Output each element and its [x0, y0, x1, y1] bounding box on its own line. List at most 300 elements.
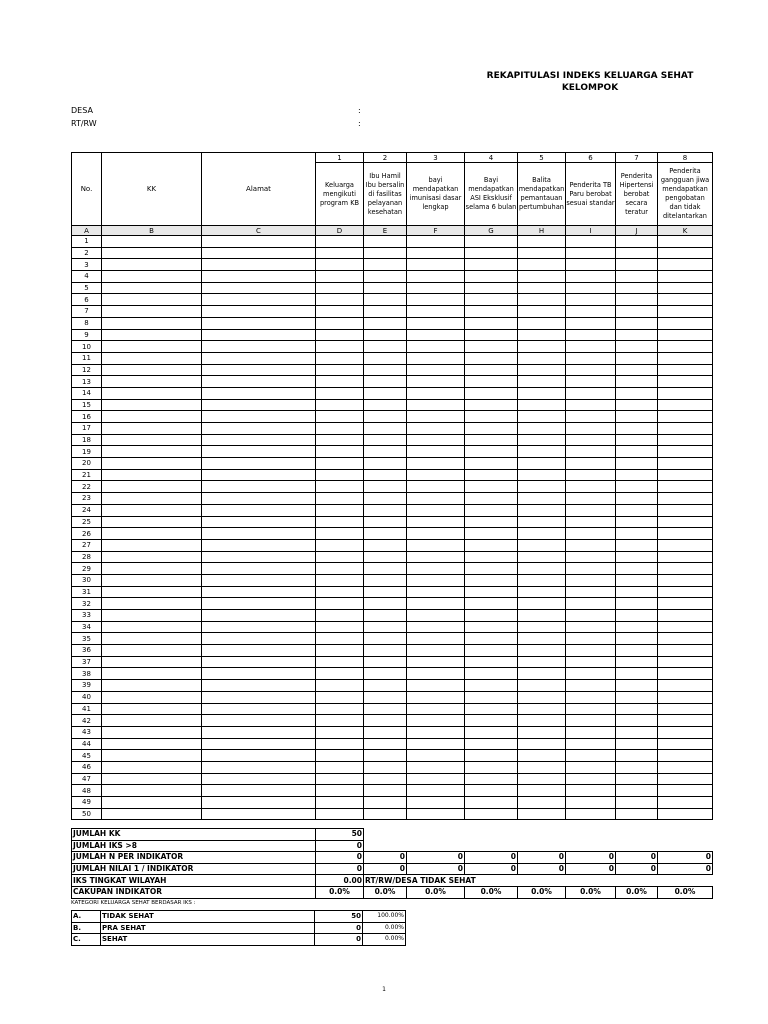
table-row — [72, 352, 713, 364]
table-cell — [616, 481, 658, 493]
table-cell — [102, 317, 202, 329]
table-cell — [102, 528, 202, 540]
desa-colon: : — [358, 106, 361, 115]
row-number: 32 — [72, 598, 102, 610]
table-row — [72, 341, 713, 353]
table-cell — [202, 364, 316, 376]
table-row — [72, 598, 713, 610]
table-cell — [465, 715, 518, 727]
table-cell — [465, 376, 518, 388]
table-cell — [566, 574, 616, 586]
table-cell — [102, 574, 202, 586]
table-cell — [316, 387, 364, 399]
table-cell — [658, 785, 713, 797]
table-cell — [465, 352, 518, 364]
table-cell — [658, 808, 713, 820]
table-cell — [566, 726, 616, 738]
table-cell — [364, 773, 407, 785]
table-cell — [364, 434, 407, 446]
table-cell — [658, 598, 713, 610]
table-cell — [316, 668, 364, 680]
table-cell — [102, 761, 202, 773]
table-cell — [566, 504, 616, 516]
table-cell — [518, 469, 566, 481]
table-cell — [102, 469, 202, 481]
indicator-number: 7 — [616, 153, 658, 163]
table-cell — [316, 738, 364, 750]
indicator-number: 8 — [658, 153, 713, 163]
table-cell — [202, 236, 316, 248]
table-cell — [566, 236, 616, 248]
table-cell — [364, 586, 407, 598]
table-cell — [316, 528, 364, 540]
category-count: 0 — [315, 934, 363, 946]
row-number: 37 — [72, 656, 102, 668]
table-cell — [202, 621, 316, 633]
table-cell — [518, 411, 566, 423]
table-cell — [364, 703, 407, 715]
table-cell — [364, 458, 407, 470]
table-cell — [616, 586, 658, 598]
table-row — [72, 376, 713, 388]
table-cell — [518, 352, 566, 364]
table-cell — [566, 645, 616, 657]
indicator-number: 1 — [316, 153, 364, 163]
table-cell — [102, 271, 202, 283]
table-cell — [658, 247, 713, 259]
table-row — [72, 586, 713, 598]
table-cell — [102, 481, 202, 493]
table-cell — [658, 329, 713, 341]
table-cell — [102, 294, 202, 306]
table-cell — [566, 493, 616, 505]
table-cell — [616, 341, 658, 353]
row-number: 42 — [72, 715, 102, 727]
cakupan-value: 0.0% — [364, 886, 407, 898]
table-cell — [407, 376, 465, 388]
table-cell — [465, 633, 518, 645]
table-cell — [102, 668, 202, 680]
table-cell — [364, 271, 407, 283]
table-cell — [465, 808, 518, 820]
table-cell — [658, 481, 713, 493]
table-cell — [566, 259, 616, 271]
table-row — [72, 738, 713, 750]
table-cell — [566, 656, 616, 668]
table-row — [72, 797, 713, 809]
table-row — [72, 317, 713, 329]
jumlah-n-label: JUMLAH N PER INDIKATOR — [72, 852, 316, 864]
row-number: 36 — [72, 645, 102, 657]
table-cell — [102, 680, 202, 692]
desa-label: DESA — [71, 106, 93, 115]
jumlah-iks-label: JUMLAH IKS >8 — [72, 840, 316, 852]
table-cell — [616, 236, 658, 248]
row-number: 39 — [72, 680, 102, 692]
table-cell — [364, 399, 407, 411]
row-number: 43 — [72, 726, 102, 738]
table-cell — [407, 352, 465, 364]
table-cell — [616, 259, 658, 271]
table-cell — [465, 294, 518, 306]
table-cell — [518, 598, 566, 610]
table-cell — [616, 434, 658, 446]
table-cell — [316, 376, 364, 388]
table-cell — [102, 621, 202, 633]
table-cell — [407, 387, 465, 399]
table-cell — [616, 504, 658, 516]
category-row — [72, 911, 406, 923]
table-cell — [102, 282, 202, 294]
row-number: 27 — [72, 539, 102, 551]
table-cell — [364, 598, 407, 610]
table-cell — [518, 306, 566, 318]
table-cell — [616, 703, 658, 715]
cakupan-value: 0.0% — [616, 886, 658, 898]
table-cell — [407, 539, 465, 551]
row-number: 47 — [72, 773, 102, 785]
indicator-imunisasi: bayi mendapatkan imunisasi dasar lengkap — [407, 163, 465, 226]
row-number: 25 — [72, 516, 102, 528]
table-cell — [102, 247, 202, 259]
table-cell — [518, 773, 566, 785]
indicator-kb: Keluarga mengikuti program KB — [316, 163, 364, 226]
table-cell — [407, 247, 465, 259]
table-cell — [518, 423, 566, 435]
table-cell — [364, 668, 407, 680]
table-cell — [616, 691, 658, 703]
table-cell — [407, 341, 465, 353]
table-cell — [566, 785, 616, 797]
row-number: 30 — [72, 574, 102, 586]
table-cell — [407, 633, 465, 645]
table-cell — [364, 656, 407, 668]
col-header-kk: KK — [102, 153, 202, 226]
table-cell — [658, 750, 713, 762]
table-cell — [566, 469, 616, 481]
table-cell — [316, 621, 364, 633]
table-cell — [616, 610, 658, 622]
table-cell — [407, 691, 465, 703]
indicator-jiwa: Penderita gangguan jiwa mendapatkan pengobatan dan tidak ditelantarkan — [658, 163, 713, 226]
table-cell — [465, 610, 518, 622]
table-cell — [202, 656, 316, 668]
table-cell — [407, 645, 465, 657]
table-cell — [407, 423, 465, 435]
col-letter: D — [316, 226, 364, 236]
jumlah-n-value: 0 — [407, 852, 465, 864]
table-cell — [364, 574, 407, 586]
col-letter: B — [102, 226, 202, 236]
table-cell — [518, 586, 566, 598]
table-cell — [566, 446, 616, 458]
row-number: 11 — [72, 352, 102, 364]
indicator-number: 5 — [518, 153, 566, 163]
table-cell — [316, 715, 364, 727]
row-number: 23 — [72, 493, 102, 505]
table-cell — [407, 808, 465, 820]
table-cell — [566, 668, 616, 680]
table-cell — [202, 504, 316, 516]
table-cell — [465, 446, 518, 458]
table-cell — [465, 773, 518, 785]
table-cell — [202, 458, 316, 470]
table-cell — [566, 387, 616, 399]
table-row — [72, 446, 713, 458]
table-cell — [566, 563, 616, 575]
table-row — [72, 411, 713, 423]
table-cell — [518, 551, 566, 563]
table-cell — [465, 797, 518, 809]
row-number: 31 — [72, 586, 102, 598]
page-number: 1 — [382, 986, 386, 993]
table-cell — [616, 387, 658, 399]
table-cell — [465, 539, 518, 551]
table-cell — [616, 715, 658, 727]
table-cell — [616, 563, 658, 575]
row-number: 17 — [72, 423, 102, 435]
table-cell — [616, 551, 658, 563]
category-label: SEHAT — [101, 934, 315, 946]
table-cell — [407, 399, 465, 411]
table-cell — [407, 598, 465, 610]
table-cell — [407, 481, 465, 493]
table-cell — [316, 247, 364, 259]
jumlah-nilai-value: 0 — [407, 863, 465, 875]
table-cell — [316, 703, 364, 715]
table-cell — [316, 551, 364, 563]
table-cell — [202, 294, 316, 306]
row-number: 41 — [72, 703, 102, 715]
table-cell — [658, 645, 713, 657]
table-cell — [364, 329, 407, 341]
table-cell — [202, 563, 316, 575]
table-cell — [566, 633, 616, 645]
table-cell — [566, 411, 616, 423]
table-cell — [518, 294, 566, 306]
table-row — [72, 726, 713, 738]
category-label: PRA SEHAT — [101, 922, 315, 934]
table-cell — [616, 750, 658, 762]
table-cell — [465, 528, 518, 540]
jumlah-nilai-value: 0 — [616, 863, 658, 875]
table-cell — [202, 785, 316, 797]
category-heading: KATEGORI KELUARGA SEHAT BERDASAR IKS : — [71, 900, 196, 906]
table-cell — [465, 329, 518, 341]
table-cell — [658, 551, 713, 563]
table-cell — [658, 680, 713, 692]
table-row — [72, 539, 713, 551]
row-number: 35 — [72, 633, 102, 645]
table-cell — [658, 797, 713, 809]
table-cell — [407, 364, 465, 376]
table-cell — [465, 574, 518, 586]
table-cell — [518, 691, 566, 703]
table-cell — [566, 329, 616, 341]
table-cell — [364, 715, 407, 727]
table-cell — [616, 317, 658, 329]
table-cell — [407, 271, 465, 283]
table-cell — [202, 528, 316, 540]
table-cell — [202, 645, 316, 657]
table-row — [72, 785, 713, 797]
table-cell — [102, 808, 202, 820]
row-number: 19 — [72, 446, 102, 458]
table-cell — [518, 458, 566, 470]
table-cell — [364, 563, 407, 575]
table-cell — [202, 680, 316, 692]
table-cell — [102, 750, 202, 762]
row-number: 2 — [72, 247, 102, 259]
table-cell — [518, 329, 566, 341]
table-cell — [316, 750, 364, 762]
table-cell — [316, 691, 364, 703]
iks-wilayah-label: IKS TINGKAT WILAYAH — [72, 875, 316, 887]
table-cell — [407, 785, 465, 797]
table-row — [72, 808, 713, 820]
table-cell — [658, 423, 713, 435]
table-cell — [316, 645, 364, 657]
table-cell — [518, 610, 566, 622]
col-letter: G — [465, 226, 518, 236]
table-cell — [407, 528, 465, 540]
table-cell — [202, 493, 316, 505]
table-cell — [202, 481, 316, 493]
table-cell — [616, 656, 658, 668]
table-cell — [407, 551, 465, 563]
table-cell — [407, 469, 465, 481]
jumlah-n-value: 0 — [566, 852, 616, 864]
table-cell — [407, 680, 465, 692]
table-row — [72, 680, 713, 692]
table-cell — [102, 399, 202, 411]
jumlah-n-value: 0 — [616, 852, 658, 864]
table-cell — [102, 691, 202, 703]
row-number: 26 — [72, 528, 102, 540]
table-cell — [658, 306, 713, 318]
row-number: 40 — [72, 691, 102, 703]
table-cell — [407, 236, 465, 248]
table-cell — [518, 703, 566, 715]
table-cell — [616, 423, 658, 435]
table-cell — [202, 551, 316, 563]
table-cell — [202, 411, 316, 423]
table-cell — [518, 236, 566, 248]
row-number: 1 — [72, 236, 102, 248]
table-cell — [364, 504, 407, 516]
table-cell — [658, 458, 713, 470]
table-cell — [658, 773, 713, 785]
table-cell — [566, 364, 616, 376]
cakupan-value: 0.0% — [658, 886, 713, 898]
table-cell — [566, 376, 616, 388]
table-cell — [102, 703, 202, 715]
table-cell — [658, 539, 713, 551]
table-cell — [364, 352, 407, 364]
table-cell — [364, 236, 407, 248]
table-cell — [518, 399, 566, 411]
table-cell — [316, 341, 364, 353]
table-cell — [465, 399, 518, 411]
table-cell — [102, 306, 202, 318]
table-row — [72, 387, 713, 399]
table-row — [72, 668, 713, 680]
table-cell — [518, 680, 566, 692]
table-row — [72, 329, 713, 341]
col-letter: J — [616, 226, 658, 236]
table-cell — [316, 434, 364, 446]
table-cell — [364, 785, 407, 797]
table-cell — [518, 493, 566, 505]
table-cell — [102, 352, 202, 364]
table-cell — [364, 633, 407, 645]
table-cell — [566, 539, 616, 551]
table-cell — [658, 341, 713, 353]
table-cell — [202, 668, 316, 680]
table-cell — [465, 259, 518, 271]
table-cell — [465, 236, 518, 248]
table-cell — [616, 376, 658, 388]
table-cell — [202, 376, 316, 388]
table-cell — [316, 504, 364, 516]
table-cell — [566, 282, 616, 294]
table-cell — [616, 785, 658, 797]
table-cell — [102, 610, 202, 622]
table-cell — [518, 434, 566, 446]
table-cell — [566, 341, 616, 353]
table-cell — [465, 469, 518, 481]
table-cell — [465, 481, 518, 493]
table-cell — [407, 493, 465, 505]
table-cell — [518, 247, 566, 259]
table-cell — [316, 282, 364, 294]
row-number: 33 — [72, 610, 102, 622]
table-cell — [658, 691, 713, 703]
table-cell — [566, 598, 616, 610]
row-number: 28 — [72, 551, 102, 563]
table-cell — [316, 271, 364, 283]
row-number: 48 — [72, 785, 102, 797]
table-cell — [518, 446, 566, 458]
table-cell — [202, 434, 316, 446]
table-row — [72, 306, 713, 318]
table-cell — [316, 574, 364, 586]
jumlah-nilai-label: JUMLAH NILAI 1 / INDIKATOR — [72, 863, 316, 875]
table-cell — [316, 399, 364, 411]
category-row — [72, 934, 406, 946]
table-cell — [202, 446, 316, 458]
table-cell — [566, 691, 616, 703]
table-cell — [364, 621, 407, 633]
table-row — [72, 761, 713, 773]
table-cell — [316, 761, 364, 773]
row-number: 21 — [72, 469, 102, 481]
jumlah-nilai-value: 0 — [518, 863, 566, 875]
category-percent: 100.00% — [363, 911, 406, 923]
table-cell — [407, 294, 465, 306]
table-cell — [465, 458, 518, 470]
table-cell — [518, 574, 566, 586]
table-cell — [616, 528, 658, 540]
table-cell — [364, 808, 407, 820]
table-cell — [465, 598, 518, 610]
table-cell — [518, 539, 566, 551]
table-cell — [102, 259, 202, 271]
report-subtitle: KELOMPOK — [561, 83, 619, 93]
table-cell — [616, 329, 658, 341]
table-cell — [616, 539, 658, 551]
table-cell — [658, 364, 713, 376]
